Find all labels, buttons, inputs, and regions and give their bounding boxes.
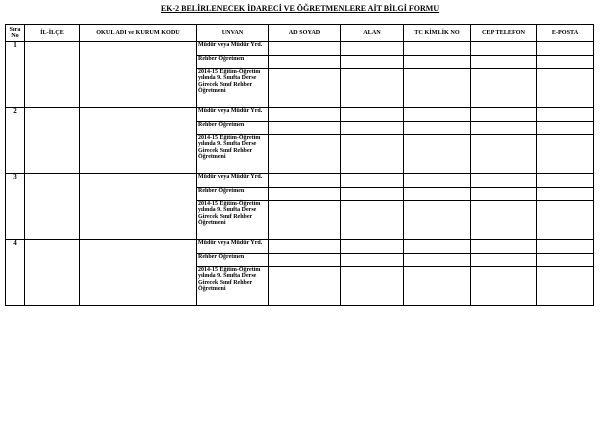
unvan-cell: Müdür veya Müdür Yrd. xyxy=(197,42,269,56)
cep-telefon-cell[interactable] xyxy=(471,201,537,240)
ad-soyad-cell[interactable] xyxy=(269,108,341,122)
unvan-cell: 2014-15 Eğitim-Öğretim yılında 9. Sınıfta Derse Girecek Sınıf Rehber Öğretmeni xyxy=(197,201,269,240)
unvan-cell: Müdür veya Müdür Yrd. xyxy=(197,240,269,254)
unvan-cell: Rehber Öğretmen xyxy=(197,122,269,135)
tc-kimlik-cell[interactable] xyxy=(404,108,471,122)
header-row xyxy=(6,25,594,42)
header-alan: ALAN xyxy=(341,25,404,42)
e-posta-cell[interactable] xyxy=(537,188,594,201)
sira-no-cell: 2 xyxy=(6,108,25,174)
okul-adi-cell[interactable] xyxy=(80,240,197,306)
table-row xyxy=(6,108,594,122)
cep-telefon-cell[interactable] xyxy=(471,240,537,254)
ad-soyad-cell[interactable] xyxy=(269,267,341,306)
tc-kimlik-cell[interactable] xyxy=(404,188,471,201)
sira-no-cell: 3 xyxy=(6,174,25,240)
tc-kimlik-cell[interactable] xyxy=(404,267,471,306)
ad-soyad-cell[interactable] xyxy=(269,122,341,135)
ad-soyad-cell[interactable] xyxy=(269,174,341,188)
header-okul-adi: OKUL ADI ve KURUM KODU xyxy=(80,25,197,42)
alan-cell[interactable] xyxy=(341,188,404,201)
ad-soyad-cell[interactable] xyxy=(269,69,341,108)
alan-cell[interactable] xyxy=(341,240,404,254)
alan-cell[interactable] xyxy=(341,108,404,122)
cep-telefon-cell[interactable] xyxy=(471,254,537,267)
il-ilce-cell[interactable] xyxy=(25,42,80,108)
tc-kimlik-cell[interactable] xyxy=(404,135,471,174)
okul-adi-cell[interactable] xyxy=(80,42,197,108)
alan-cell[interactable] xyxy=(341,42,404,56)
cep-telefon-cell[interactable] xyxy=(471,108,537,122)
cep-telefon-cell[interactable] xyxy=(471,42,537,56)
okul-adi-cell[interactable] xyxy=(80,108,197,174)
e-posta-cell[interactable] xyxy=(537,201,594,240)
header-il-ilce: İL-İLÇE xyxy=(25,25,80,42)
form-title xyxy=(0,4,600,13)
cep-telefon-cell[interactable] xyxy=(471,188,537,201)
header-ad-soyad: AD SOYAD xyxy=(269,25,341,42)
cep-telefon-cell[interactable] xyxy=(471,267,537,306)
header-unvan: UNVAN xyxy=(197,25,269,42)
header-cep-telefon: CEP TELEFON xyxy=(471,25,537,42)
unvan-cell: Rehber Öğretmen xyxy=(197,254,269,267)
alan-cell[interactable] xyxy=(341,122,404,135)
e-posta-cell[interactable] xyxy=(537,267,594,306)
table-row xyxy=(6,42,594,56)
table-row xyxy=(6,240,594,254)
unvan-cell: Rehber Öğretmen xyxy=(197,56,269,69)
tc-kimlik-cell[interactable] xyxy=(404,69,471,108)
il-ilce-cell[interactable] xyxy=(25,240,80,306)
alan-cell[interactable] xyxy=(341,254,404,267)
unvan-cell: 2014-15 Eğitim-Öğretim yılında 9. Sınıfta Derse Girecek Sınıf Rehber Öğretmeni xyxy=(197,267,269,306)
ad-soyad-cell[interactable] xyxy=(269,254,341,267)
alan-cell[interactable] xyxy=(341,267,404,306)
okul-adi-cell[interactable] xyxy=(80,174,197,240)
unvan-cell: Müdür veya Müdür Yrd. xyxy=(197,174,269,188)
tc-kimlik-cell[interactable] xyxy=(404,254,471,267)
tc-kimlik-cell[interactable] xyxy=(404,56,471,69)
ad-soyad-cell[interactable] xyxy=(269,56,341,69)
e-posta-cell[interactable] xyxy=(537,56,594,69)
alan-cell[interactable] xyxy=(341,201,404,240)
cep-telefon-cell[interactable] xyxy=(471,122,537,135)
tc-kimlik-cell[interactable] xyxy=(404,201,471,240)
e-posta-cell[interactable] xyxy=(537,135,594,174)
cep-telefon-cell[interactable] xyxy=(471,135,537,174)
cep-telefon-cell[interactable] xyxy=(471,56,537,69)
e-posta-cell[interactable] xyxy=(537,174,594,188)
e-posta-cell[interactable] xyxy=(537,42,594,56)
il-ilce-cell[interactable] xyxy=(25,174,80,240)
sira-no-cell: 1 xyxy=(6,42,25,108)
form-title-text: EK-2 BELİRLENECEK İDARECİ VE ÖĞRETMENLERE AİT BİLGİ FORMU xyxy=(160,4,440,13)
unvan-cell: 2014-15 Eğitim-Öğretim yılında 9. Sınıfta Derse Girecek Sınıf Rehber Öğretmeni xyxy=(197,135,269,174)
e-posta-cell[interactable] xyxy=(537,69,594,108)
unvan-cell: Rehber Öğretmen xyxy=(197,188,269,201)
tc-kimlik-cell[interactable] xyxy=(404,240,471,254)
unvan-cell: 2014-15 Eğitim-Öğretim yılında 9. Sınıfta Derse Girecek Sınıf Rehber Öğretmeni xyxy=(197,69,269,108)
ad-soyad-cell[interactable] xyxy=(269,201,341,240)
cep-telefon-cell[interactable] xyxy=(471,69,537,108)
header-sira-no: Sıra No xyxy=(6,25,25,42)
unvan-cell: Müdür veya Müdür Yrd. xyxy=(197,108,269,122)
tc-kimlik-cell[interactable] xyxy=(404,174,471,188)
header-e-posta: E-POSTA xyxy=(537,25,594,42)
sira-no-cell: 4 xyxy=(6,240,25,306)
ad-soyad-cell[interactable] xyxy=(269,135,341,174)
alan-cell[interactable] xyxy=(341,174,404,188)
alan-cell[interactable] xyxy=(341,56,404,69)
ad-soyad-cell[interactable] xyxy=(269,188,341,201)
alan-cell[interactable] xyxy=(341,135,404,174)
ad-soyad-cell[interactable] xyxy=(269,240,341,254)
e-posta-cell[interactable] xyxy=(537,108,594,122)
e-posta-cell[interactable] xyxy=(537,254,594,267)
table-row xyxy=(6,174,594,188)
header-tc-kimlik: TC KİMLİK NO xyxy=(404,25,471,42)
alan-cell[interactable] xyxy=(341,69,404,108)
e-posta-cell[interactable] xyxy=(537,240,594,254)
ad-soyad-cell[interactable] xyxy=(269,42,341,56)
cep-telefon-cell[interactable] xyxy=(471,174,537,188)
e-posta-cell[interactable] xyxy=(537,122,594,135)
tc-kimlik-cell[interactable] xyxy=(404,42,471,56)
info-form-table xyxy=(5,24,594,306)
tc-kimlik-cell[interactable] xyxy=(404,122,471,135)
il-ilce-cell[interactable] xyxy=(25,108,80,174)
